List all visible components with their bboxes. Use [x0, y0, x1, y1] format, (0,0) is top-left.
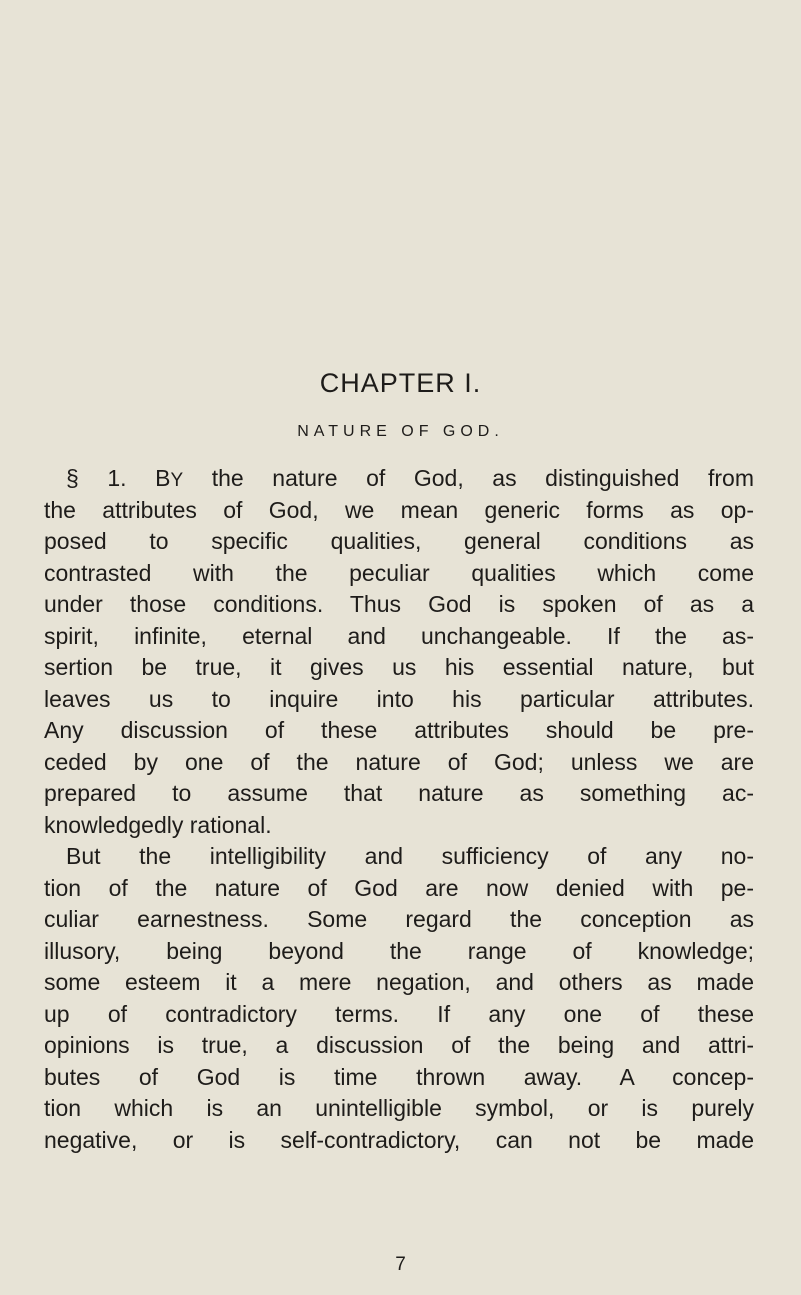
text-line: up of contradictory terms. If any one of these: [44, 1000, 754, 1027]
text-line: leaves us to inquire into his particular attributes.: [44, 685, 754, 712]
lead-letter-y: Y: [170, 470, 184, 491]
text-line: illusory, being beyond the range of knowledge;: [44, 937, 754, 964]
section-mark: § 1.: [66, 465, 127, 491]
text-line: knowledgedly rational.: [44, 811, 272, 838]
lead-letter-b: B: [155, 465, 171, 491]
text-line: tion of the nature of God are now denied with pe-: [44, 874, 754, 901]
text-line: butes of God is time thrown away. A concep-: [44, 1063, 754, 1090]
body-text: [44, 463, 754, 1156]
text-line: posed to specific qualities, general conditions as: [44, 528, 754, 554]
text-line: under those conditions. Thus God is spoken of as a: [44, 591, 754, 617]
first-line-rest: the nature of God, as distinguished from: [183, 465, 754, 491]
text-line: the attributes of God, we mean generic forms as op-: [44, 496, 754, 523]
text-line: tion which is an unintelligible symbol, or is purely: [44, 1095, 754, 1121]
paragraph-first-line: [44, 463, 754, 495]
chapter-title: CHAPTER I.: [319, 368, 482, 398]
text-line: opinions is true, a discussion of the being and attri-: [44, 1032, 754, 1058]
page-number: 7: [395, 1254, 406, 1275]
text-line: ceded by one of the nature of God; unless we are: [44, 748, 754, 775]
text-line: sertion be true, it gives us his essential nature, but: [44, 654, 754, 680]
text-line: prepared to assume that nature as something ac-: [44, 780, 754, 806]
text-line: spirit, infinite, eternal and unchangeable. If the as-: [44, 622, 754, 649]
text-line: But the intelligibility and sufficiency of any no-: [66, 843, 754, 869]
text-line: negative, or is self-contradictory, can not be made: [44, 1126, 754, 1153]
text-line: Any discussion of these attributes should be pre-: [44, 717, 754, 743]
text-line: contrasted with the peculiar qualities which come: [44, 559, 754, 586]
text-line: culiar earnestness. Some regard the conception as: [44, 906, 754, 932]
chapter-subtitle: NATURE OF GOD.: [297, 423, 504, 440]
text-line: some esteem it a mere negation, and others as made: [44, 969, 754, 995]
